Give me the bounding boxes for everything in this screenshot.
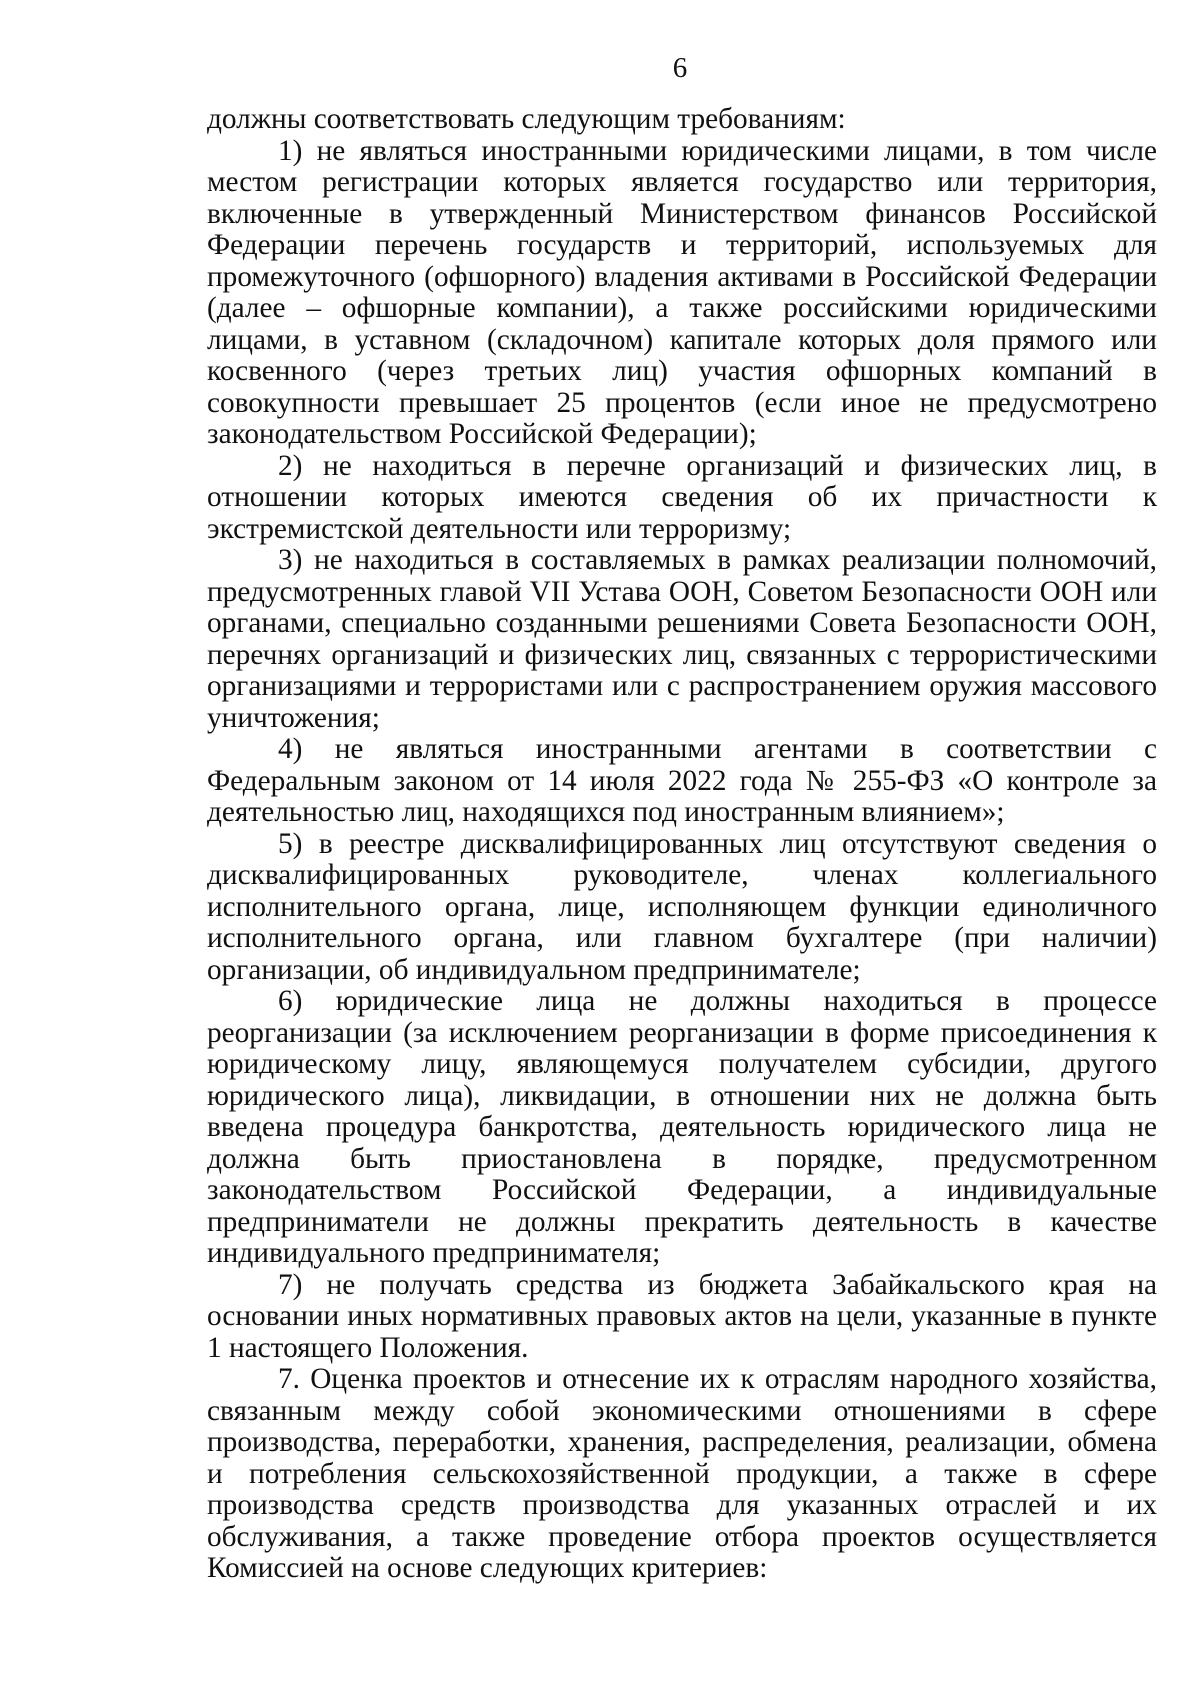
paragraph-item-7: 7) не получать средства из бюджета Забайкальского края на основании иных нормативных правовых актов на цели, указанные в пункте 1 настоящего Положения. bbox=[207, 1268, 1157, 1364]
paragraph-item-6: 6) юридические лица не должны находиться в процессе реорганизации (за исключением реорганизации в форме присоединения к юридическому лицу, являющемуся получателем субсидии, другого юридического лица), ликвидации, в отношении них не должна быть введена процедура банкротства, деятельность юридического лица не должна быть приостановлена в порядке, предусмотренном законодательством Российской Федерации, а индивидуальные предприниматели не должны прекратить деятельность в качестве индивидуального предпринимателя; bbox=[207, 985, 1157, 1269]
document-body bbox=[207, 104, 1157, 1585]
paragraph-item-1: 1) не являться иностранными юридическими лицами, в том числе местом регистрации которых является государство или территория, включенные в утвержденный Министерством финансов Российской Федерации перечень государств и территорий, используемых для промежуточного (офшорного) владения активами в Российской Федерации (далее – офшорные компании), а также российскими юридическими лицами, в уставном (складочном) капитале которых доля прямого или косвенного (через третьих лиц) участия офшорных компаний в совокупности превышает 25 процентов (если иное не предусмотрено законодательством Российской Федерации); bbox=[207, 134, 1157, 450]
paragraph-section-7: 7. Оценка проектов и отнесение их к отраслям народного хозяйства, связанным между собой экономическими отношениями в сфере производства, переработки, хранения, распределения, реализации, обмена и потребления сельскохозяйственной продукции, а также в сфере производства средств производства для указанных отраслей и их обслуживания, а также проведение отбора проектов осуществляется Комиссией на основе следующих критериев: bbox=[207, 1363, 1157, 1584]
page-number: 6 bbox=[672, 52, 688, 84]
paragraph-item-5: 5) в реестре дисквалифицированных лиц отсутствуют сведения о дисквалифицированных руководителе, членах коллегиального исполнительного органа, лице, исполняющем функции единоличного исполнительного органа, или главном бухгалтере (при наличии) организации, об индивидуальном предпринимателе; bbox=[207, 827, 1157, 986]
paragraph-item-3: 3) не находиться в составляемых в рамках реализации полномочий, предусмотренных главой VII Устава ООН, Советом Безопасности ООН или органами, специально созданными решениями Совета Безопасности ООН, перечнях организаций и физических лиц, связанных с террористическими организациями и террористами или с распространением оружия массового уничтожения; bbox=[207, 544, 1157, 734]
paragraph-item-4: 4) не являться иностранными агентами в соответствии с Федеральным законом от 14 июля 2022 года № 255-ФЗ «О контроле за деятельностью лиц, находящихся под иностранным влиянием»; bbox=[207, 733, 1157, 828]
paragraph-intro: должны соответствовать следующим требованиям: bbox=[207, 103, 846, 135]
paragraph-item-2: 2) не находиться в перечне организаций и физических лиц, в отношении которых имеются сведения об их причастности к экстремистской деятельности или терроризму; bbox=[207, 449, 1157, 545]
